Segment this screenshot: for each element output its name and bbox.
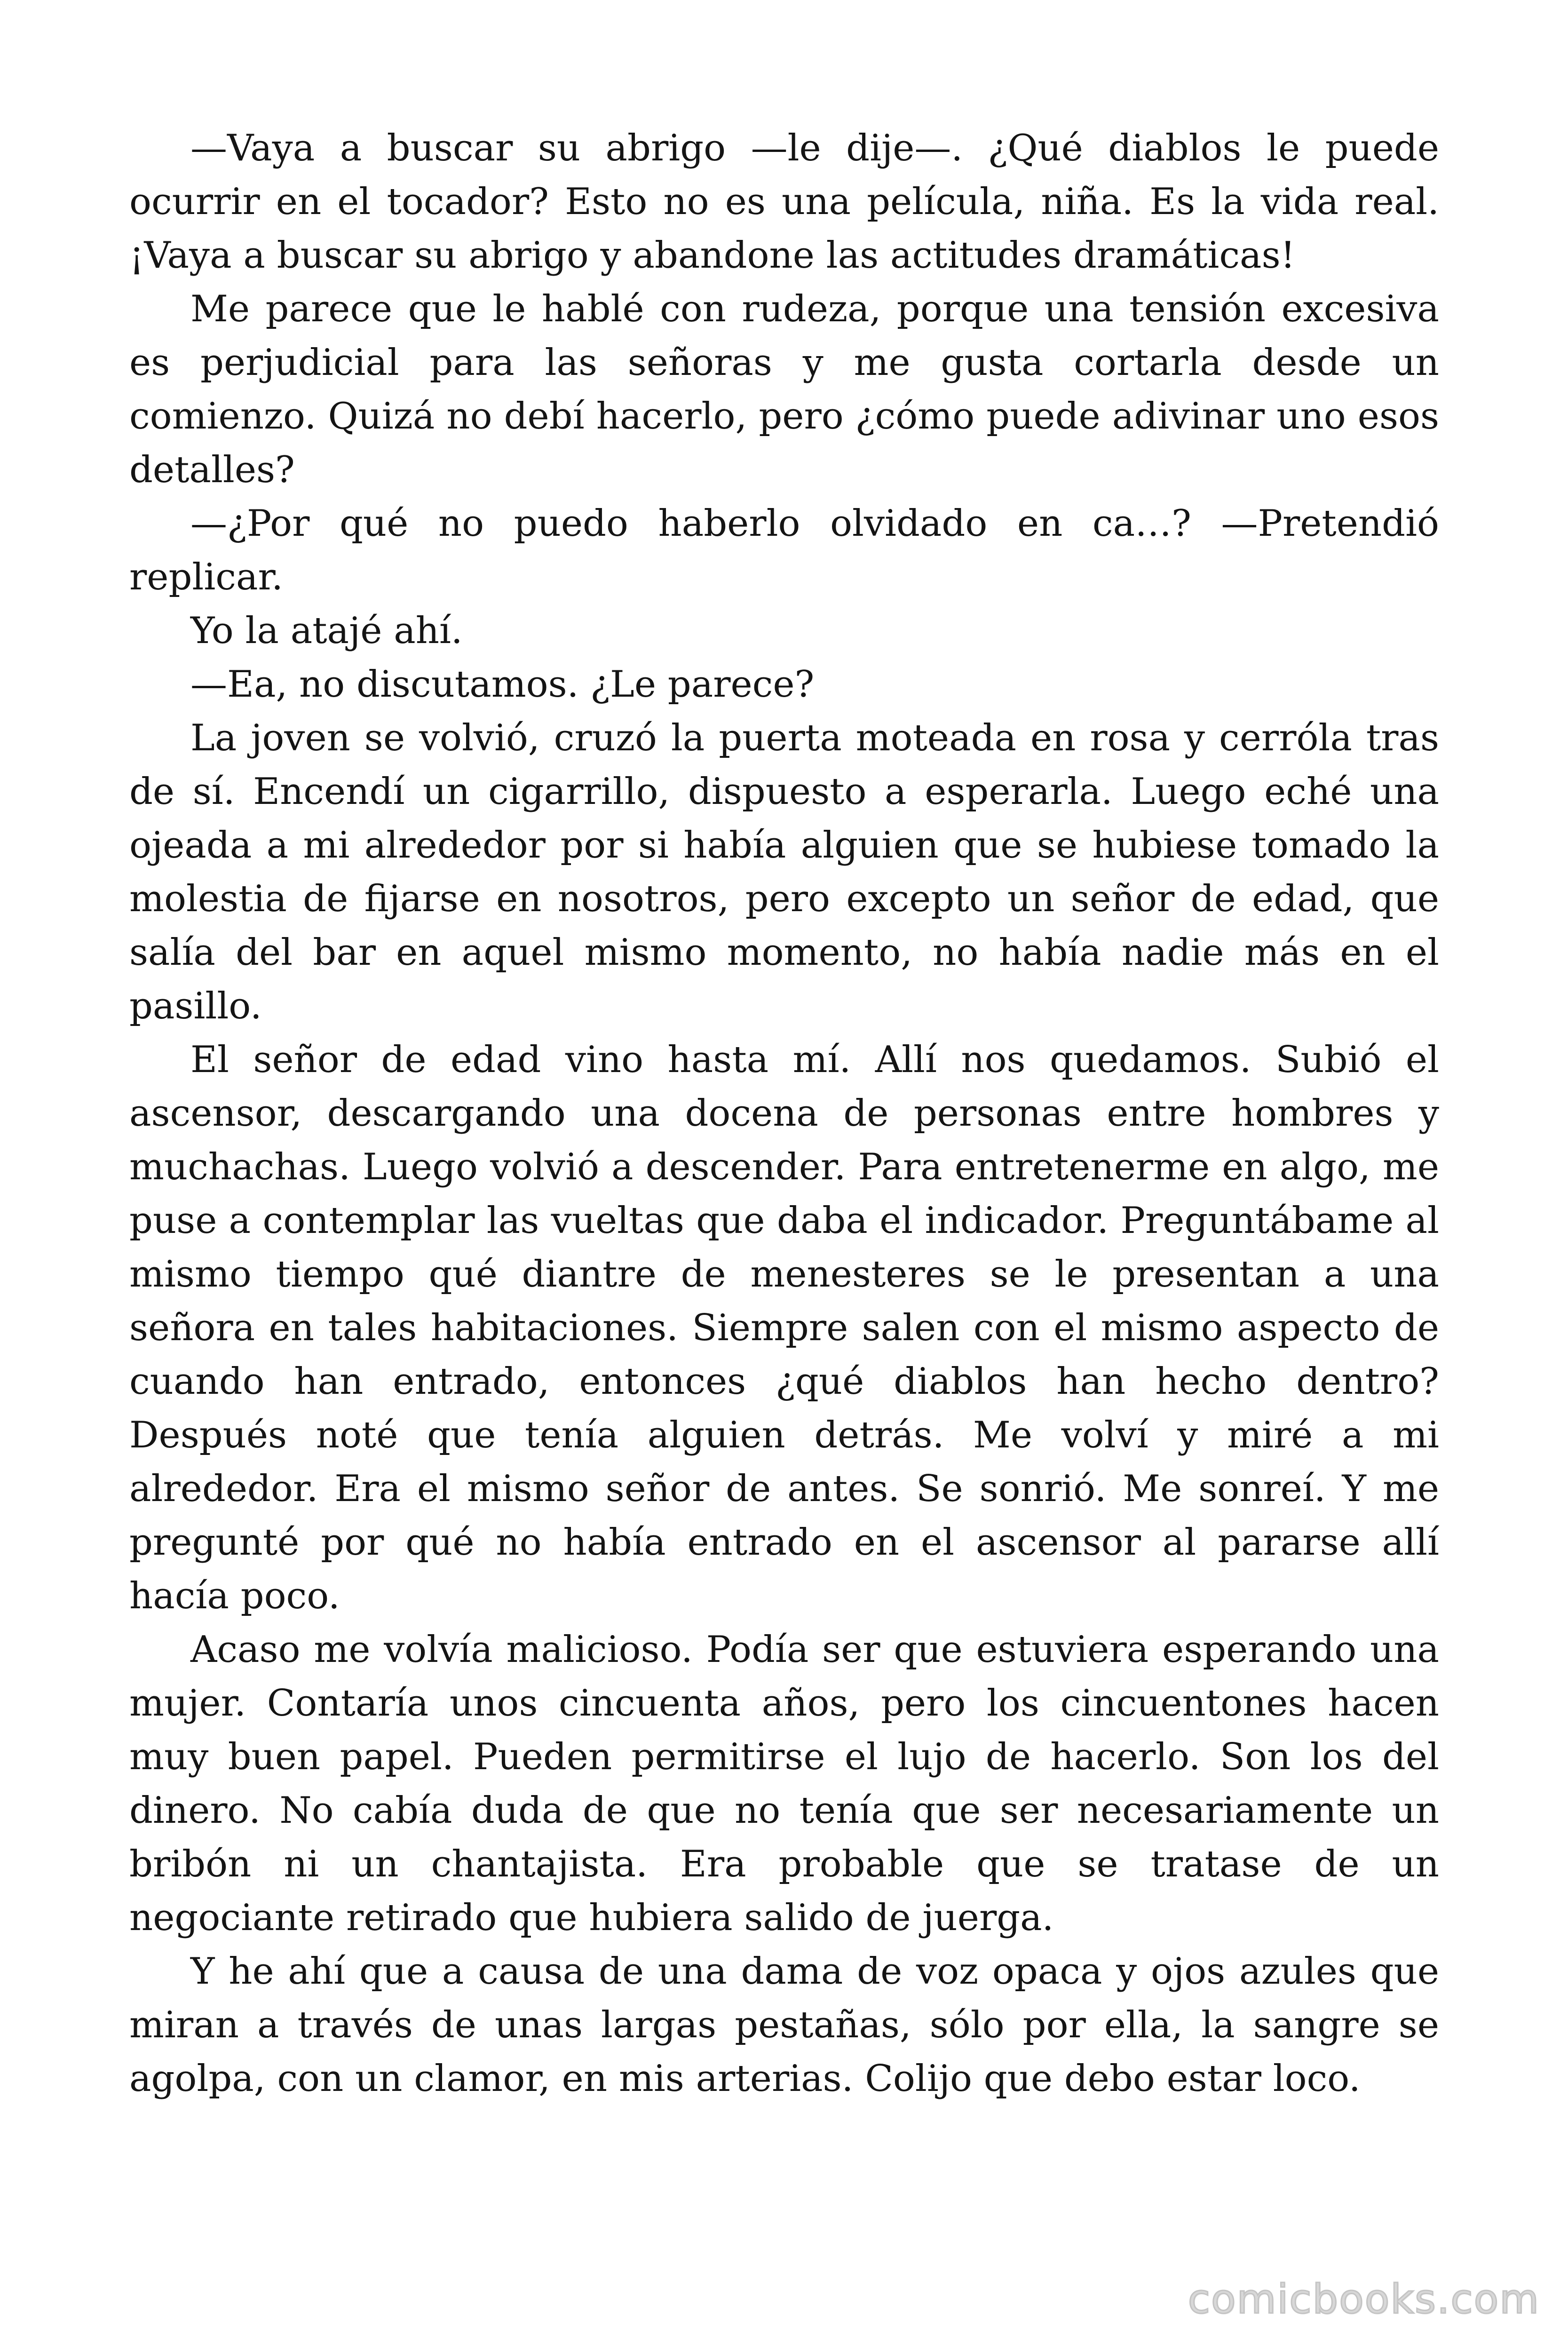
paragraph: La joven se volvió, cruzó la puerta moteada en rosa y cerróla tras de sí. Encendí un cigarrillo, dispuesto a esperarla. Luego eché una ojeada a mi alrededor por si había alguien que se hubiese tomado la molestia de fijarse en nosotros, pero excepto un señor de edad, que salía del bar en aquel mismo momento, no había nadie más en el pasillo. xyxy=(129,717,1439,1027)
paragraph: Yo la atajé ahí. xyxy=(190,610,463,652)
paragraph: —Vaya a buscar su abrigo —le dije—. ¿Qué diablos le puede ocurrir en el tocador? Esto no es una película, niña. Es la vida real. ¡Vaya a buscar su abrigo y abandone las actitudes dramáticas! xyxy=(129,127,1439,277)
paragraph: Me parece que le hablé con rudeza, porque una tensión excesiva es perjudicial para las señoras y me gusta cortarla desde un comienzo. Quizá no debí hacerlo, pero ¿cómo puede adivinar uno esos detalles? xyxy=(129,288,1439,491)
paragraph: —Ea, no discutamos. ¿Le parece? xyxy=(190,663,815,706)
site-watermark: comicbooks.com xyxy=(1188,2276,1540,2323)
paragraph: Y he ahí que a causa de una dama de voz opaca y ojos azules que miran a través de unas largas pestañas, sólo por ella, la sangre se agolpa, con un clamor, en mis arterias. Colijo que debo estar loco. xyxy=(129,1950,1439,2100)
book-page-body xyxy=(129,121,1439,2106)
paragraph: —¿Por qué no puedo haberlo olvidado en ca…? —Pretendió replicar. xyxy=(129,502,1439,598)
paragraph: Acaso me volvía malicioso. Podía ser que estuviera esperando una mujer. Contaría unos cincuenta años, pero los cincuentones hacen muy buen papel. Pueden permitirse el lujo de hacerlo. Son los del dinero. No cabía duda de que no tenía que ser necesariamente un bribón ni un chantajista. Era probable que se tratase de un negociante retirado que hubiera salido de juerga. xyxy=(129,1629,1439,1939)
paragraph: El señor de edad vino hasta mí. Allí nos quedamos. Subió el ascensor, descargando una docena de personas entre hombres y muchachas. Luego volvió a descender. Para entretenerme en algo, me puse a contemplar las vueltas que daba el indicador. Preguntábame al mismo tiempo qué diantre de menesteres se le presentan a una señora en tales habitaciones. Siempre salen con el mismo aspecto de cuando han entrado, entonces ¿qué diablos han hecho dentro? Después noté que tenía alguien detrás. Me volví y miré a mi alrededor. Era el mismo señor de antes. Se sonrió. Me sonreí. Y me pregunté por qué no había entrado en el ascensor al pararse allí hacía poco. xyxy=(129,1039,1439,1617)
